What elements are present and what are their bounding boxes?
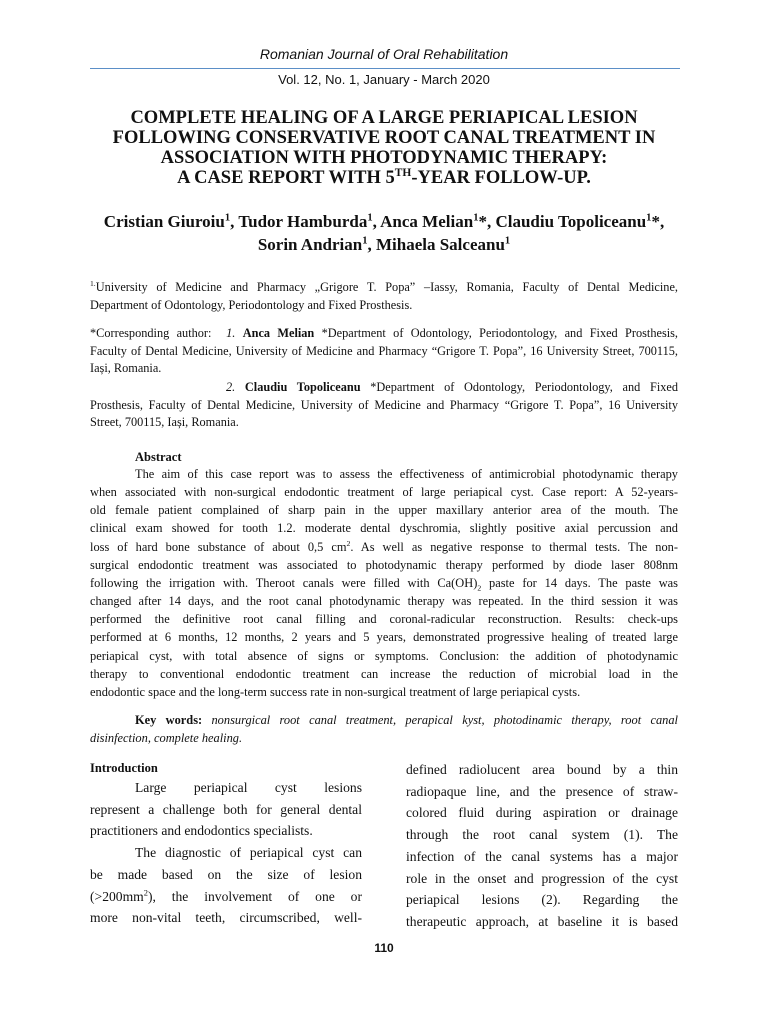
author: Mihaela Salceanu$^1$ xyxy=(375,235,511,254)
corresponding-author-1: *Corresponding author: 1. Anca Melian *Department of Odontology, Periodontology, and Fixed Prosthesis, Faculty of Dental Medicine, University of Medicine and Pharmacy “Grigore T. Popa”, 16 University Street, 700115, Iași, Romania. xyxy=(90,326,679,375)
affiliation: $^{1.}$University of Medicine and Pharmacy „Grigore T. Popa” –Iassy, Romania, Faculty of Dental Medicine, Department of Odontology, Periodontology and Fixed Prosthesis. xyxy=(90,278,678,312)
title-line: FOLLOWING CONSERVATIVE ROOT CANAL TREATMENT IN xyxy=(112,128,656,148)
author: Claudiu Topoliceanu$^1$*, xyxy=(495,212,665,231)
article-title xyxy=(80,108,688,188)
corresponding-author-2: 2. Claudiu Topoliceanu *Department of Odontology, Periodontology, and Fixed Prosthesis, Faculty of Dental Medicine, University of Medicine and Pharmacy “Grigore T. Popa”, 16 University Street, 700115, Iași, Romania. xyxy=(90,380,678,429)
author: Tudor Hamburda$^1$, xyxy=(238,212,381,231)
title-line: COMPLETE HEALING OF A LARGE PERIAPICAL LESION xyxy=(130,108,638,128)
author-line xyxy=(60,233,708,256)
author-list xyxy=(60,210,708,256)
title-line: A CASE REPORT WITH 5TH-YEAR FOLLOW-UP. xyxy=(177,166,591,188)
keywords: Key words: nonsurgical root canal treatment, perapical kyst, photodinamic therapy, root canal disinfection, complete healing. xyxy=(90,713,678,745)
intro-right-column: defined radiolucent area bound by a thin radiopaque line, and the presence of straw- colored fluid during aspiration or drainage through the root canal system (1). The infection of the canal systems has a major role in the onset and progression of the cyst periapical lesions (2). Regarding the therapeutic approach, at baseline it is based xyxy=(406,762,678,929)
author: Anca Melian$^1$*, xyxy=(380,212,496,231)
abstract-body: The aim of this case report was to assess the effectiveness of antimicrobial photodynamic therapy when associated with non-surgical endodontic treatment of large periapical cyst. Case report: A 52-years- old female patient complained of sharp pain in the upper maxillary anterior area of the mouth. The clinical exam showed for tooth 1.2. moderate dental dyschromia, slightly positive axial percussion and loss of hard bone substance of about 0,5 $cm^2$. As well as negative response to thermal tests. The non- surgical endodontic treatment was associated to photodynamic therapy performed by diode laser 808nm following the irrigation with. Theroot canals were filled with $Ca(OH)_2$ paste for 14 days. The paste was changed after 14 days, and the root canal photodynamic therapy was repeated. In the third session it was performed the definitive root canal filling and coronal-radicular reconstruction. Results: check-ups performed at 6 months, 12 months, 2 years and 5 years, demonstrated progressive healing of treated large periapical cyst, with total absence of signs or symptoms. Conclusion: the addition of photodynamic therapy to conventional endodontic treatment can increase the reduction of microbial load in the endodontic space and the long-term success rate in non-surgical treatment of large periapical cysts. xyxy=(90,467,679,699)
title-line: ASSOCIATION WITH PHOTODYNAMIC THERAPY: xyxy=(160,148,608,168)
abstract-heading: Abstract xyxy=(135,450,182,464)
page-number: 110 xyxy=(374,941,394,955)
introduction-heading: Introduction xyxy=(90,761,158,775)
intro-left-column: Introduction Large periapical cyst lesions represent a challenge both for general dental practitioners and endodontics specialists. The diagnostic of periapical cyst can be made based on the size of lesion $(>200mm^2)$, the involvement of one or more non-vital teeth, circumscribed, well- xyxy=(90,761,362,926)
author: Sorin Andrian$^1$, xyxy=(257,235,376,254)
journal-name: Romanian Journal of Oral Rehabilitation xyxy=(259,46,509,62)
header-rule xyxy=(90,68,680,69)
author: Cristian Giuroiu$^1$, xyxy=(103,212,239,231)
author-line xyxy=(60,210,708,233)
volume-issue: Vol. 12, No. 1, January - March 2020 xyxy=(278,72,490,87)
